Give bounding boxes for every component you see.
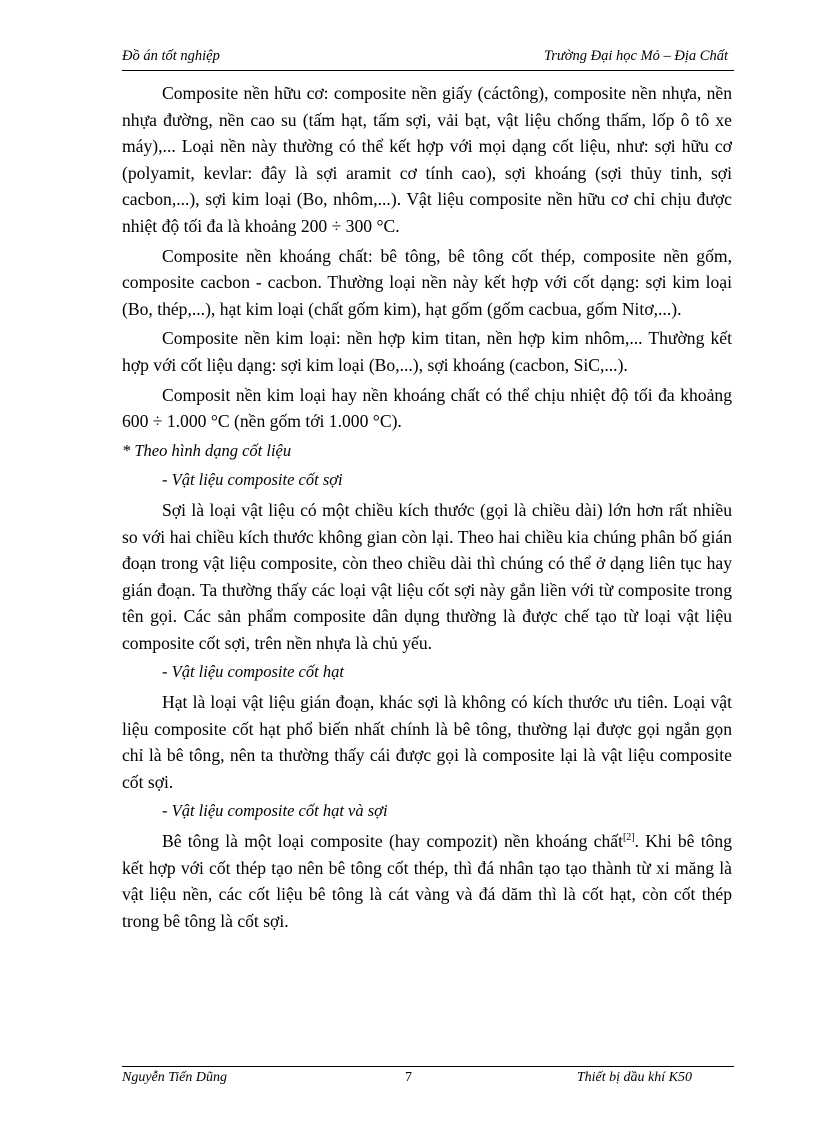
subheading-particle-fiber-composite: - Vật liệu composite cốt hạt và sợi: [162, 801, 388, 821]
paragraph-mineral-matrix: Composite nền khoáng chất: bê tông, bê tông cốt thép, composite nền gốm, composite cacbon - cacbon. Thường loại nền này kết hợp với cốt dạng: sợi kim loại (Bo, thép,...), hạt kim loại (chất gốm kim), hạt gốm (gốm cacbua, gốm Nitơ,...).: [122, 245, 732, 319]
document-body: [122, 80, 732, 937]
footnote-reference-link[interactable]: [2]: [622, 832, 635, 844]
paragraph-concrete: [122, 828, 732, 934]
paragraph-metal-matrix: Composite nền kim loại: nền hợp kim titan, nền hợp kim nhôm,... Thường kết hợp với cốt liệu dạng: sợi kim loại (Bo,...), sợi khoáng (cacbon, SiC,...).: [122, 328, 732, 375]
footer-author: Nguyễn Tiến Dũng: [122, 1070, 227, 1085]
paragraph-organic-matrix: Composite nền hữu cơ: composite nền giấy (cáctông), composite nền nhựa, nền nhựa đường, nền cao su (tấm hạt, tấm sợi, vải bạt, vật liệu chống thấm, lốp ô tô xe máy),... Loại nền này thường có thể kết hợp với mọi dạng cốt liệu, như: sợi hữu cơ (polyamit, kevlar: đây là sợi aramit cơ tính cao), sợi khoáng (sợi thủy tinh, sợi cacbon,...), sợi kim loại (Bo, nhôm,...). Vật liệu composite nền hữu cơ chỉ chịu được nhiệt độ tối đa là khoảng 200 ÷ 300 °C.: [122, 83, 732, 236]
header-right-university: Trường Đại học Mỏ – Địa Chất: [543, 48, 728, 64]
page-header: [122, 46, 734, 71]
footer-class: Thiết bị dầu khí K50: [576, 1070, 692, 1085]
paragraph-concrete-text-start: Bê tông là một loại composite (hay compozit) nền khoáng chất: [162, 831, 623, 852]
section-heading-reinforcement-shape: * Theo hình dạng cốt liệu: [122, 440, 292, 460]
header-left-title: Đồ án tốt nghiệp: [122, 48, 220, 64]
footer-page-number: 7: [405, 1070, 412, 1085]
page-footer: [122, 1066, 734, 1089]
subheading-particle-composite: - Vật liệu composite cốt hạt: [162, 662, 344, 682]
subheading-fiber-composite: - Vật liệu composite cốt sợi: [162, 470, 343, 490]
paragraph-heat-limit: Composit nền kim loại hay nền khoáng chất có thể chịu nhiệt độ tối đa khoảng 600 ÷ 1.000 °C (nền gốm tới 1.000 °C).: [122, 384, 732, 432]
paragraph-fiber: Sợi là loại vật liệu có một chiều kích thước (gọi là chiều dài) lớn hơn rất nhiều so với hai chiều kích thước không gian còn lại. Theo hai chiều kia chúng phân bố gián đoạn trong vật liệu composite, còn theo chiều dài thì chúng có thể ở dạng liên tục hay gián đoạn. Ta thường thấy các loại vật liệu cốt sợi này gắn liền với từ composite trong tên gọi. Các sản phẩm composite dân dụng thường là được chế tạo từ loại vật liệu composite cốt sợi, trên nền nhựa là chủ yếu.: [122, 499, 732, 653]
paragraph-concrete-text-end: . Khi bê tông kết hợp với cốt thép tạo nên bê tông cốt thép, thì đá nhân tạo tạo thành từ xi măng là vật liệu nền, các cốt liệu bê tông là cát vàng và đá dăm thì là cốt hạt, còn cốt thép trong bê tông là cốt sợi.: [122, 831, 732, 931]
paragraph-particle: Hạt là loại vật liệu gián đoạn, khác sợi là không có kích thước ưu tiên. Loại vật liệu composite cốt hạt phổ biến nhất chính là bê tông, thường lại được gọi ngắn gọn chỉ là bê tông, nên ta thường thấy cái được gọi là composite lại là vật liệu composite cốt sợi.: [122, 692, 732, 792]
